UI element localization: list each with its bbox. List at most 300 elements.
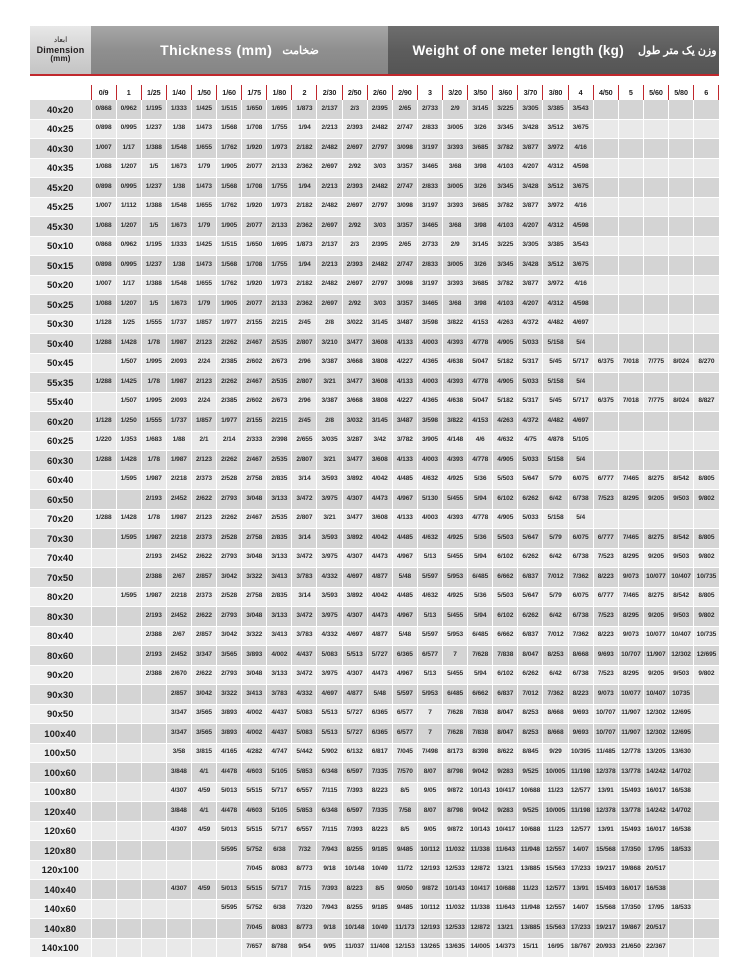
table-cell-empty [669, 451, 694, 471]
table-cell-empty [694, 763, 719, 783]
table-cell-weight: 2/528 [217, 587, 242, 607]
table-cell-weight: 6/42 [543, 490, 568, 510]
table-cell-weight: 2/733 [417, 100, 442, 119]
table-cell-weight: 9/503 [669, 490, 694, 510]
table-cell-weight: 5/13 [417, 665, 442, 685]
table-cell-weight: 4/905 [493, 509, 518, 529]
table-cell-empty [643, 431, 668, 451]
table-cell-empty [694, 919, 719, 939]
table-cell-weight: 2/96 [292, 353, 317, 373]
table-cell-empty [593, 431, 618, 451]
table-cell-empty [141, 821, 166, 841]
table-cell-weight: 4/59 [191, 880, 216, 900]
table-cell-weight: 4/1 [191, 763, 216, 783]
table-cell-weight: 1/595 [116, 470, 141, 490]
table-cell-weight: 5/79 [543, 587, 568, 607]
row-dimension-label: 40x30 [30, 139, 91, 159]
table-cell-weight: 2/602 [242, 392, 267, 412]
table-cell-weight: 8/542 [669, 470, 694, 490]
table-cell-weight: 6/375 [593, 392, 618, 412]
table-cell-weight: 2/215 [267, 412, 292, 432]
table-cell-weight: 4/042 [367, 529, 392, 549]
table-cell-weight: 4/482 [543, 314, 568, 334]
table-cell-weight: 9/503 [669, 665, 694, 685]
table-cell-weight: 4/307 [166, 782, 191, 802]
table-cell-empty [694, 743, 719, 763]
table-cell-weight: 3/972 [543, 197, 568, 217]
table-cell-weight: 3/893 [242, 646, 267, 666]
table-cell-weight: 5/442 [292, 743, 317, 763]
table-cell-weight: 3/892 [342, 470, 367, 490]
table-cell-weight: 3/608 [367, 509, 392, 529]
table-cell-weight: 4/485 [392, 587, 417, 607]
table-cell-weight: 10/077 [643, 568, 668, 588]
table-cell-weight: 12/557 [543, 841, 568, 861]
table-cell-weight: 4/638 [443, 392, 468, 412]
table-cell-weight: 5/158 [543, 334, 568, 354]
table-cell-weight: 10/735 [694, 626, 719, 646]
table-cell-weight: 13/885 [518, 860, 543, 880]
table-cell-weight: 0/898 [91, 256, 116, 276]
table-cell-weight: 5/853 [292, 802, 317, 822]
table-cell-weight: 2/388 [141, 568, 166, 588]
table-cell-weight: 4/002 [267, 646, 292, 666]
table-cell-weight: 3/428 [518, 178, 543, 198]
table-cell-weight: 3/387 [317, 353, 342, 373]
table-cell-weight: 2/137 [317, 236, 342, 256]
table-cell-weight: 8/047 [518, 646, 543, 666]
table-cell-weight: 5/503 [493, 470, 518, 490]
table-cell-weight: 4/697 [342, 626, 367, 646]
table-row [30, 334, 719, 354]
row-dimension-label: 140x100 [30, 938, 91, 958]
row-dimension-label: 90x20 [30, 665, 91, 685]
table-row [30, 139, 719, 159]
table-cell-weight: 6/375 [593, 353, 618, 373]
table-cell-weight: 7/320 [292, 899, 317, 919]
table-cell-empty [669, 119, 694, 139]
table-cell-weight: 2/3 [342, 100, 367, 119]
table-cell-empty [191, 841, 216, 861]
table-row [30, 353, 719, 373]
column-header-thickness: 1 [116, 85, 141, 100]
table-cell-weight: 1/695 [267, 100, 292, 119]
table-cell-empty [91, 704, 116, 724]
table-cell-weight: 8/668 [568, 646, 593, 666]
table-cell-empty [166, 938, 191, 958]
table-row [30, 899, 719, 919]
table-cell-weight: 6/102 [493, 607, 518, 627]
table-cell-weight: 5/513 [317, 724, 342, 744]
table-cell-weight: 9/042 [468, 802, 493, 822]
table-cell-empty [618, 314, 643, 334]
header-thickness-label-en: Thickness (mm) [160, 42, 273, 58]
table-cell-weight: 4/153 [468, 412, 493, 432]
table-cell-weight: 9/503 [669, 607, 694, 627]
table-cell-weight: 2/218 [166, 587, 191, 607]
table-cell-weight: 3/393 [443, 197, 468, 217]
table-cell-weight: 4/207 [518, 158, 543, 178]
table-cell-weight: 3/347 [191, 646, 216, 666]
table-cell-weight: 11/032 [443, 841, 468, 861]
table-cell-weight: 3/68 [443, 217, 468, 237]
table-cell-empty [91, 568, 116, 588]
table-cell-weight: 4/207 [518, 295, 543, 315]
table-cell-weight: 2/8 [317, 412, 342, 432]
table-cell-weight: 3/848 [166, 763, 191, 783]
table-cell-weight: 6/38 [267, 899, 292, 919]
row-dimension-label: 120x40 [30, 802, 91, 822]
table-cell-empty [694, 373, 719, 393]
table-cell-weight: 3/877 [518, 275, 543, 295]
table-cell-weight: 7/523 [593, 548, 618, 568]
table-cell-weight: 6/597 [342, 802, 367, 822]
table-row [30, 119, 719, 139]
table-cell-weight: 1/977 [217, 314, 242, 334]
table-cell-weight: 7/393 [342, 821, 367, 841]
table-cell-empty [91, 392, 116, 412]
table-cell-weight: 7/115 [317, 821, 342, 841]
table-cell-weight: 3/225 [493, 236, 518, 256]
table-cell-weight: 1/17 [116, 139, 141, 159]
table-cell-weight: 4/747 [267, 743, 292, 763]
table-cell-weight: 5/503 [493, 587, 518, 607]
table-cell-weight: 15/568 [593, 899, 618, 919]
table-cell-empty [593, 451, 618, 471]
table-cell-empty [618, 334, 643, 354]
table-cell-weight: 2/8 [317, 314, 342, 334]
table-cell-empty [91, 607, 116, 627]
row-dimension-label: 80x60 [30, 646, 91, 666]
table-cell-weight: 4/478 [217, 763, 242, 783]
table-cell-weight: 6/38 [267, 841, 292, 861]
table-cell-weight: 5/727 [342, 724, 367, 744]
table-cell-weight: 7/32 [292, 841, 317, 861]
table-cell-weight: 1/977 [217, 412, 242, 432]
table-row [30, 880, 719, 900]
table-cell-weight: 1/425 [191, 100, 216, 119]
table-cell-weight: 1/762 [217, 275, 242, 295]
table-cell-weight: 11/173 [392, 919, 417, 939]
table-cell-weight: 5/455 [443, 548, 468, 568]
table-cell-weight: 5/94 [468, 548, 493, 568]
row-dimension-label: 50x15 [30, 256, 91, 276]
table-cell-weight: 2/602 [242, 353, 267, 373]
table-cell-weight: 18/533 [669, 899, 694, 919]
table-row [30, 275, 719, 295]
table-cell-weight: 2/218 [166, 529, 191, 549]
row-dimension-label: 140x60 [30, 899, 91, 919]
table-cell-weight: 9/503 [669, 548, 694, 568]
table-cell-weight: 7/393 [317, 880, 342, 900]
row-dimension-label: 100x80 [30, 782, 91, 802]
table-cell-weight: 5/48 [392, 626, 417, 646]
table-cell-weight: 4/133 [392, 334, 417, 354]
table-cell-weight: 1/78 [141, 373, 166, 393]
table-cell-weight: 3/668 [342, 353, 367, 373]
table-cell-weight: 2/482 [367, 119, 392, 139]
table-cell-weight: 16/017 [643, 821, 668, 841]
table-cell-weight: 1/333 [166, 236, 191, 256]
table-cell-weight: 8/275 [643, 470, 668, 490]
table-cell-weight: 3/593 [317, 587, 342, 607]
table-cell-weight: 4/697 [342, 568, 367, 588]
table-cell-empty [694, 295, 719, 315]
table-cell-weight: 0/898 [91, 178, 116, 198]
table-cell-empty [116, 938, 141, 958]
table-cell-weight: 2/482 [317, 275, 342, 295]
table-cell-weight: 5/515 [242, 782, 267, 802]
table-cell-weight: 2/452 [166, 548, 191, 568]
table-cell-weight: 3/26 [468, 256, 493, 276]
column-header-thickness: 2/60 [367, 85, 392, 100]
table-cell-empty [694, 782, 719, 802]
table-cell-weight: 1/987 [141, 529, 166, 549]
table-cell-empty [618, 431, 643, 451]
row-dimension-label: 90x50 [30, 704, 91, 724]
table-cell-weight: 12/695 [669, 704, 694, 724]
table-cell-empty [669, 217, 694, 237]
table-row [30, 158, 719, 178]
table-cell-empty [91, 782, 116, 802]
column-header-thickness: 1/50 [191, 85, 216, 100]
table-cell-weight: 9/485 [392, 841, 417, 861]
table-cell-weight: 7/943 [317, 899, 342, 919]
table-cell-weight: 6/262 [518, 548, 543, 568]
table-row [30, 490, 719, 510]
table-cell-weight: 5/513 [317, 704, 342, 724]
row-dimension-label: 55x40 [30, 392, 91, 412]
table-cell-weight: 11/907 [643, 646, 668, 666]
row-dimension-label: 60x25 [30, 431, 91, 451]
table-row [30, 256, 719, 276]
table-cell-weight: 9/802 [694, 490, 719, 510]
table-cell-weight: 3/387 [317, 392, 342, 412]
table-cell-weight: 6/557 [292, 821, 317, 841]
table-cell-weight: 10/112 [417, 899, 442, 919]
table-cell-weight: 10/143 [468, 821, 493, 841]
table-row [30, 802, 719, 822]
table-cell-weight: 5/36 [468, 470, 493, 490]
table-cell-weight: 3/543 [568, 100, 593, 119]
table-cell-weight: 4/365 [417, 392, 442, 412]
table-cell-weight: 2/182 [292, 139, 317, 159]
table-cell-weight: 6/577 [392, 704, 417, 724]
table-cell-weight: 6/662 [493, 626, 518, 646]
table-cell-weight: 5/48 [367, 685, 392, 705]
table-cell-weight: 8/083 [267, 860, 292, 880]
table-cell-weight: 6/837 [493, 685, 518, 705]
table-cell-weight: 3/393 [443, 275, 468, 295]
table-cell-weight: 1/655 [191, 275, 216, 295]
table-cell-weight: 4/332 [292, 685, 317, 705]
table-cell-empty [91, 724, 116, 744]
table-cell-weight: 5/158 [543, 373, 568, 393]
table-cell-weight: 3/543 [568, 236, 593, 256]
table-cell-weight: 10/395 [568, 743, 593, 763]
table-cell-weight: 1/007 [91, 275, 116, 295]
table-cell-weight: 1/38 [166, 178, 191, 198]
table-cell-weight: 3/133 [267, 490, 292, 510]
column-header-thickness: 5/80 [669, 85, 694, 100]
table-row [30, 860, 719, 880]
table-cell-empty [593, 334, 618, 354]
table-cell-weight: 6/348 [317, 802, 342, 822]
table-cell-weight: 1/737 [166, 314, 191, 334]
table-cell-empty [669, 919, 694, 939]
table-cell-weight: 2/622 [191, 490, 216, 510]
table-cell-weight: 1/995 [141, 392, 166, 412]
table-cell-weight: 5/033 [518, 509, 543, 529]
table-cell-weight: 14/005 [468, 938, 493, 958]
table-cell-weight: 1/708 [242, 178, 267, 198]
table-cell-weight: 2/133 [267, 295, 292, 315]
table-cell-weight: 4/393 [443, 373, 468, 393]
table-cell-weight: 1/25 [116, 314, 141, 334]
table-cell-weight: 7/15 [292, 880, 317, 900]
table-row [30, 236, 719, 256]
table-cell-weight: 8/805 [694, 587, 719, 607]
table-cell-weight: 6/485 [468, 568, 493, 588]
table-cell-weight: 4/002 [242, 704, 267, 724]
table-cell-empty [91, 587, 116, 607]
column-header-thickness: 1/80 [267, 85, 292, 100]
table-cell-weight: 2/193 [141, 490, 166, 510]
table-cell-weight: 4/632 [417, 587, 442, 607]
table-cell-weight: 4/485 [392, 529, 417, 549]
table-cell-weight: 2/697 [342, 275, 367, 295]
table-cell-weight: 3/133 [267, 548, 292, 568]
row-dimension-label: 70x20 [30, 509, 91, 529]
column-header-thickness: 4 [568, 85, 593, 100]
table-cell-weight: 9/872 [417, 880, 442, 900]
table-cell-weight: 5/503 [493, 529, 518, 549]
table-cell-weight: 1/088 [91, 158, 116, 178]
table-cell-empty [593, 178, 618, 198]
table-cell-weight: 2/333 [242, 431, 267, 451]
table-cell-weight: 17/95 [643, 899, 668, 919]
table-cell-weight: 4/332 [317, 568, 342, 588]
table-cell-weight: 1/755 [267, 256, 292, 276]
table-cell-weight: 2/797 [367, 197, 392, 217]
table-cell-weight: 5/083 [317, 646, 342, 666]
table-cell-weight: 2/528 [217, 529, 242, 549]
table-row [30, 938, 719, 958]
table-cell-weight: 14/702 [669, 763, 694, 783]
table-cell-weight: 10/077 [618, 685, 643, 705]
table-cell-weight: 17/233 [568, 860, 593, 880]
table-cell-weight: 6/738 [568, 490, 593, 510]
table-cell-weight: 10/077 [643, 626, 668, 646]
table-cell-weight: 5/455 [443, 665, 468, 685]
table-cell-empty [116, 821, 141, 841]
table-cell-weight: 10/707 [593, 724, 618, 744]
table-cell-weight: 4/485 [392, 470, 417, 490]
table-cell-weight: 7/393 [342, 782, 367, 802]
table-cell-weight: 14/373 [493, 938, 518, 958]
table-row [30, 587, 719, 607]
table-cell-weight: 17/350 [618, 841, 643, 861]
table-cell-empty [91, 841, 116, 861]
table-cell-weight: 5/105 [568, 431, 593, 451]
table-cell-weight: 3/393 [443, 139, 468, 159]
header-thickness-cell [91, 26, 388, 74]
table-cell-empty [618, 158, 643, 178]
table-cell-weight: 2/758 [242, 470, 267, 490]
table-cell-weight: 1/78 [141, 451, 166, 471]
table-cell-weight: 4/165 [217, 743, 242, 763]
table-cell-weight: 3/21 [317, 373, 342, 393]
table-cell-weight: 1/78 [141, 509, 166, 529]
table-cell-empty [191, 919, 216, 939]
table-cell-weight: 17/233 [568, 919, 593, 939]
table-cell-empty [141, 919, 166, 939]
table-cell-weight: 4/307 [342, 548, 367, 568]
table-cell-empty [191, 860, 216, 880]
table-cell-weight: 5/182 [493, 353, 518, 373]
table-cell-weight: 15/493 [618, 821, 643, 841]
table-row [30, 373, 719, 393]
table-cell-weight: 5/158 [543, 509, 568, 529]
table-cell-weight: 2/697 [317, 295, 342, 315]
column-header-thickness: 5 [618, 85, 643, 100]
table-cell-weight: 2/452 [166, 490, 191, 510]
table-cell-weight: 14/07 [568, 899, 593, 919]
table-cell-weight: 4/207 [518, 217, 543, 237]
table-cell-weight: 11/643 [493, 841, 518, 861]
table-cell-empty [618, 236, 643, 256]
table-row [30, 100, 719, 119]
table-cell-weight: 9/54 [292, 938, 317, 958]
table-cell-weight: 3/782 [392, 431, 417, 451]
table-cell-empty [669, 938, 694, 958]
table-cell-empty [643, 509, 668, 529]
row-dimension-label: 70x40 [30, 548, 91, 568]
table-cell-weight: 2/622 [191, 665, 216, 685]
table-cell-weight: 4/312 [543, 295, 568, 315]
row-dimension-label: 50x30 [30, 314, 91, 334]
table-cell-empty [669, 334, 694, 354]
table-cell-weight: 2/758 [242, 529, 267, 549]
table-cell-weight: 8/845 [518, 743, 543, 763]
table-cell-weight: 11/907 [618, 704, 643, 724]
table-cell-weight: 8/542 [669, 529, 694, 549]
table-cell-weight: 2/093 [166, 353, 191, 373]
table-cell-weight: 3/685 [468, 275, 493, 295]
table-cell-empty [694, 158, 719, 178]
table-cell-weight: 8/622 [493, 743, 518, 763]
table-cell-weight: 4/877 [367, 568, 392, 588]
table-cell-weight: 4/877 [367, 626, 392, 646]
table-cell-weight: 6/777 [593, 529, 618, 549]
table-cell-weight: 6/577 [417, 646, 442, 666]
table-cell-weight: 2/835 [267, 529, 292, 549]
table-cell-weight: 6/577 [392, 724, 417, 744]
table-cell-weight: 9/872 [443, 782, 468, 802]
row-dimension-label: 45x30 [30, 217, 91, 237]
table-cell-empty [91, 860, 116, 880]
row-dimension-label: 40x35 [30, 158, 91, 178]
table-cell-weight: 4/473 [367, 548, 392, 568]
table-row [30, 568, 719, 588]
table-cell-weight: 3/413 [267, 626, 292, 646]
table-cell-weight: 4/312 [543, 158, 568, 178]
table-cell-weight: 12/695 [694, 646, 719, 666]
table-cell-weight: 3/565 [217, 646, 242, 666]
table-cell-weight: 2/92 [342, 158, 367, 178]
table-cell-empty [116, 704, 141, 724]
table-cell-weight: 7/465 [618, 470, 643, 490]
